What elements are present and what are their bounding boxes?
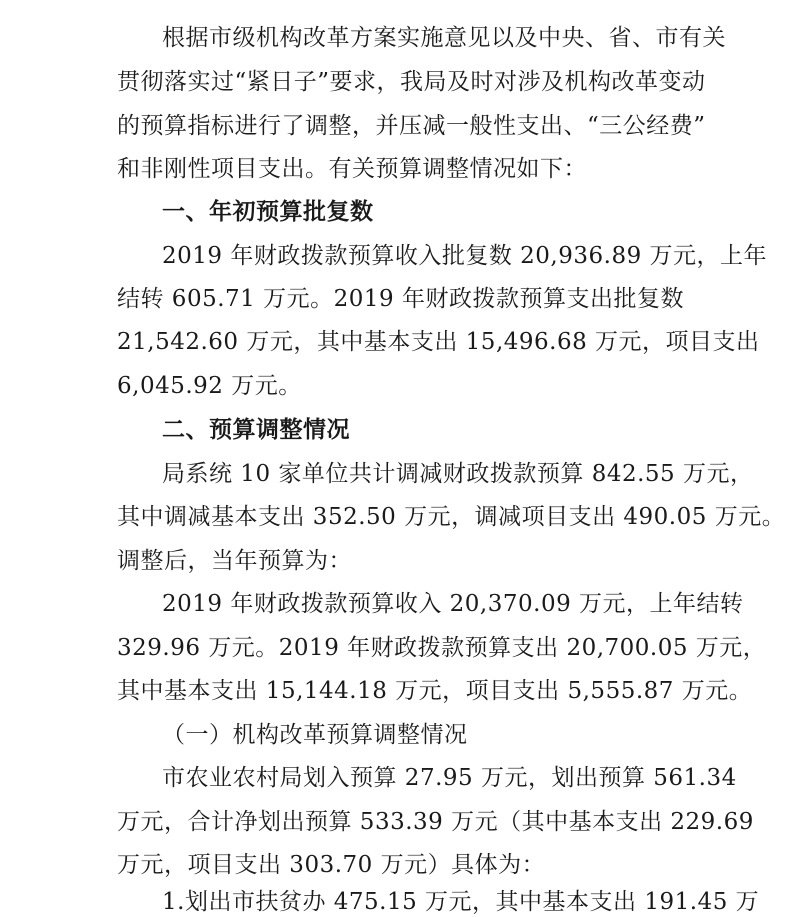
section-heading: 一、年初预算批复数 bbox=[162, 199, 374, 225]
text-line: 其中基本支出 15,144.18 万元，项目支出 5,555.87 万元。 bbox=[117, 678, 753, 704]
text-line: 和非刚性项目支出。有关预算调整情况如下： bbox=[117, 156, 587, 182]
text-line: 贯彻落实过“紧日子”要求，我局及时对涉及机构改革变动 bbox=[117, 69, 706, 95]
text-line: 2019 年财政拨款预算收入批复数 20,936.89 万元，上年 bbox=[162, 243, 768, 269]
text-line: 调整后，当年预算为： bbox=[117, 548, 352, 574]
subsection-heading: （一）机构改革预算调整情况 bbox=[162, 722, 468, 748]
text-line: 2019 年财政拨款预算收入 20,370.09 万元，上年结转 bbox=[162, 591, 744, 617]
text-line: 市农业农村局划入预算 27.95 万元，划出预算 561.34 bbox=[162, 765, 737, 791]
text-line: 329.96 万元。2019 年财政拨款预算支出 20,700.05 万元， bbox=[117, 635, 767, 661]
text-line: 结转 605.71 万元。2019 年财政拨款预算支出批复数 bbox=[117, 286, 684, 312]
text-line: 根据市级机构改革方案实施意见以及中央、省、市有关 bbox=[162, 25, 726, 51]
text-line: 21,542.60 万元，其中基本支出 15,496.68 万元，项目支出 bbox=[117, 329, 760, 355]
text-line: 局系统 10 家单位共计调减财政拨款预算 842.55 万元， bbox=[162, 461, 754, 487]
section-heading: 二、预算调整情况 bbox=[162, 417, 350, 443]
text-line: 6,045.92 万元。 bbox=[117, 373, 302, 399]
text-line: 万元，合计净划出预算 533.39 万元（其中基本支出 229.69 bbox=[117, 809, 754, 835]
text-line: 万元，项目支出 303.70 万元）具体为： bbox=[117, 852, 546, 878]
text-line: 的预算指标进行了调整，并压减一般性支出、“三公经费” bbox=[117, 113, 706, 139]
text-line: 1.划出市扶贫办 475.15 万元，其中基本支出 191.45 万 bbox=[162, 889, 760, 915]
text-line: 其中调减基本支出 352.50 万元，调减项目支出 490.05 万元。 bbox=[117, 504, 786, 530]
